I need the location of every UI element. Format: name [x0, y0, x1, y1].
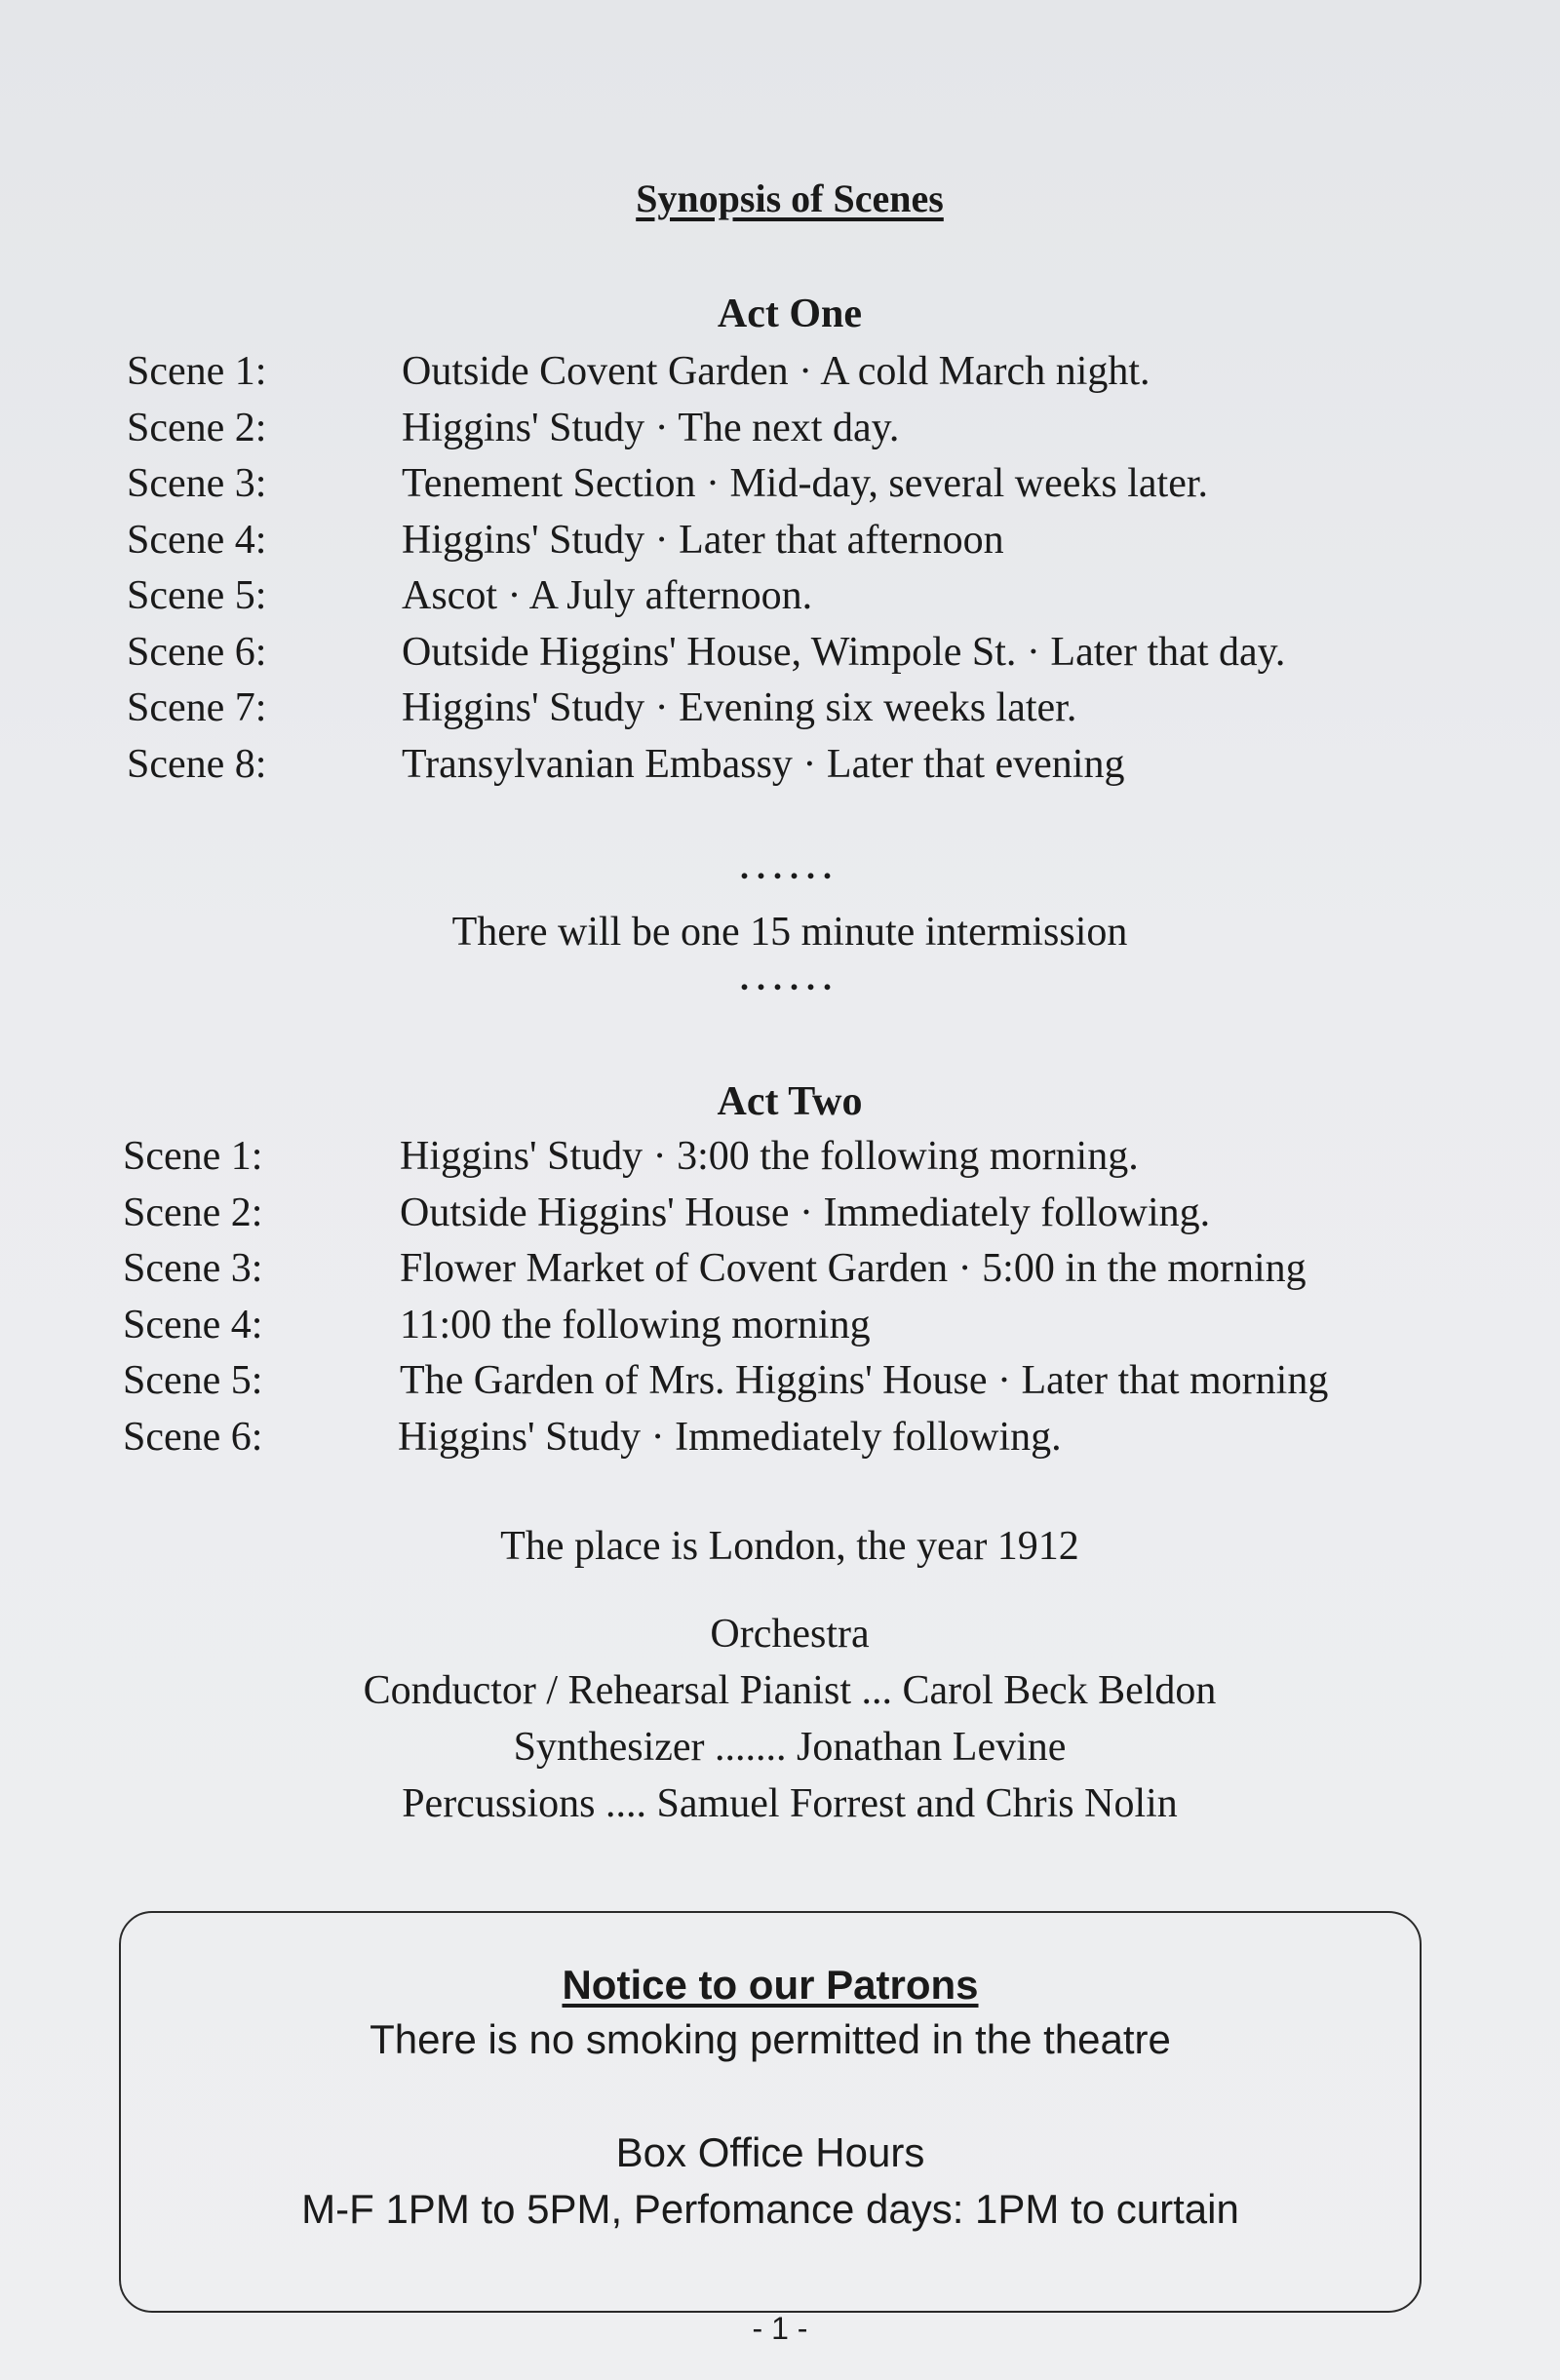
scene-label: Scene 1: [127, 349, 267, 394]
list-item [0, 1241, 1560, 1298]
scene-label: Scene 2: [127, 405, 267, 450]
list-item [0, 513, 1560, 569]
scene-label: Scene 5: [127, 573, 267, 618]
orchestra-member: Synthesizer ....... Jonathan Levine [513, 1725, 1067, 1770]
notice-title: Notice to our Patrons [562, 1962, 979, 2008]
scene-description: Higgins' Study · The next day. [402, 405, 900, 450]
list-item [0, 1298, 1560, 1354]
scene-description: Higgins' Study · 3:00 the following morning. [400, 1134, 1139, 1179]
list-item [0, 456, 1560, 513]
scene-label: Scene 4: [123, 1302, 263, 1347]
scene-label: Scene 3: [123, 1246, 263, 1291]
scene-description: Transylvanian Embassy · Later that evening [402, 741, 1125, 787]
list-item [0, 1186, 1560, 1242]
scene-label: Scene 6: [127, 629, 267, 675]
smoking-notice: There is no smoking permitted in the theatre [370, 2016, 1171, 2062]
scene-description: Higgins' Study · Later that afternoon [402, 517, 1004, 563]
list-item [0, 401, 1560, 457]
scene-description: Outside Higgins' House, Wimpole St. · Later that day. [402, 629, 1286, 675]
scene-label: Scene 7: [127, 685, 267, 730]
scene-label: Scene 5: [123, 1358, 263, 1403]
act-one-heading: Act One [717, 292, 863, 336]
orchestra-heading: Orchestra [710, 1612, 870, 1657]
scene-description: Higgins' Study · Evening six weeks later. [402, 685, 1077, 730]
box-office-title: Box Office Hours [615, 2129, 925, 2175]
scene-label: Scene 1: [123, 1134, 263, 1179]
notice-box [119, 1911, 1422, 2313]
act-one-scene-list [0, 344, 1560, 793]
list-item [0, 568, 1560, 625]
scene-description: Outside Higgins' House · Immediately following. [400, 1190, 1211, 1235]
scene-description: Ascot · A July afternoon. [402, 573, 813, 618]
scene-description: Higgins' Study · Immediately following. [398, 1414, 1062, 1460]
page-title: Synopsis of Scenes [636, 176, 944, 220]
setting-note: The place is London, the year 1912 [500, 1524, 1079, 1569]
list-item [0, 344, 1560, 401]
scene-description: 11:00 the following morning [400, 1302, 871, 1347]
scene-label: Scene 2: [123, 1190, 263, 1235]
scene-label: Scene 8: [127, 741, 267, 787]
list-item [0, 737, 1560, 794]
list-item [0, 1410, 1560, 1466]
list-item [0, 1129, 1560, 1186]
scene-label: Scene 3: [127, 461, 267, 506]
act-two-heading: Act Two [717, 1079, 863, 1124]
list-item [0, 1353, 1560, 1410]
scene-description: Flower Market of Covent Garden · 5:00 in the morning [400, 1246, 1306, 1291]
scene-label: Scene 6: [123, 1414, 263, 1460]
separator-dots: ...... [740, 958, 839, 997]
scene-description: Outside Covent Garden · A cold March night. [402, 349, 1150, 394]
orchestra-member: Conductor / Rehearsal Pianist ... Carol Beck Beldon [363, 1668, 1217, 1713]
intermission-note: There will be one 15 minute intermission [451, 910, 1128, 955]
scene-description: The Garden of Mrs. Higgins' House · Later that morning [400, 1358, 1329, 1403]
separator-dots: ...... [740, 847, 839, 886]
list-item [0, 681, 1560, 737]
scene-description: Tenement Section · Mid-day, several weeks later. [402, 461, 1209, 506]
act-two-scene-list [0, 1129, 1560, 1465]
page-number: - 1 - [752, 2311, 808, 2346]
orchestra-member: Percussions .... Samuel Forrest and Chris Nolin [402, 1781, 1178, 1826]
list-item [0, 625, 1560, 682]
scene-label: Scene 4: [127, 517, 267, 563]
box-office-hours: M-F 1PM to 5PM, Perfomance days: 1PM to curtain [301, 2186, 1239, 2232]
